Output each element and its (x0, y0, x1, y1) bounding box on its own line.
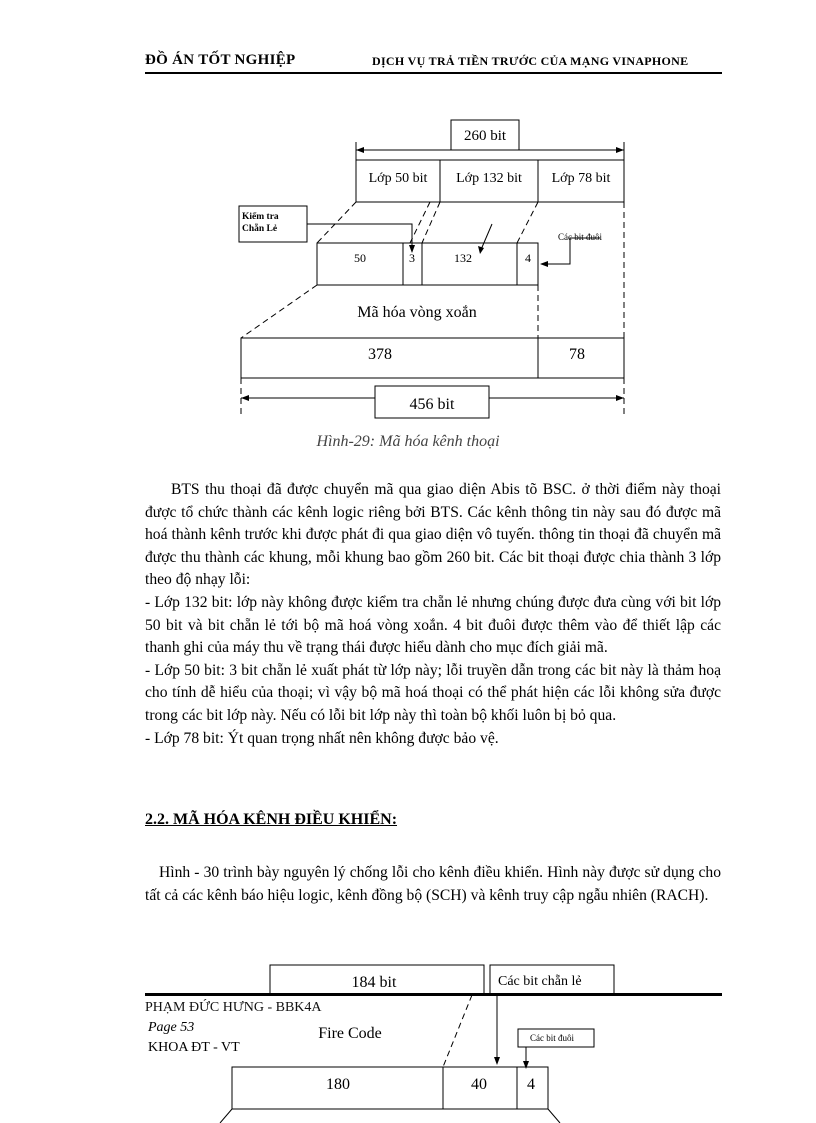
fig29-parity-label-2: Chẵn Lẻ (242, 224, 278, 234)
fig29-class3-text: Lớp 78 bit (551, 171, 611, 186)
fig30-tail-label: Các bit đuôi (530, 1033, 574, 1043)
section-heading: 2.2. MÃ HÓA KÊNH ĐIỀU KHIỂN: (145, 811, 398, 828)
fig29-parity-label-1: Kiểm tra (242, 212, 279, 222)
fig29-cell-78: 78 (569, 346, 585, 363)
header-left-title: ĐỒ ÁN TỐT NGHIỆP (145, 52, 296, 68)
fig29-middle-row (317, 243, 538, 285)
section-body (145, 862, 721, 907)
fig29-cell-50: 50 (354, 251, 366, 265)
paragraph-class-78: - Lớp 78 bit: Ýt quan trọng nhất nên không được bảo vệ. (145, 729, 499, 747)
fig30-cell-40: 40 (471, 1076, 487, 1093)
fig30-cell-180: 180 (326, 1076, 350, 1093)
fig30-fire-code-text: Fire Code (318, 1025, 382, 1042)
footer-department: KHOA ĐT - VT (148, 1040, 240, 1055)
fig30-parity-label: Các bit chẵn lẻ (498, 974, 582, 989)
body-text (145, 479, 721, 750)
fig30-top-bits-text: 184 bit (351, 974, 397, 991)
fig29-cell-132: 132 (454, 251, 472, 265)
section-paragraph: Hình - 30 trình bày nguyên lý chống lỗi cho kênh điều khiển. Hình này được sử dụng cho tất cả các kênh báo hiệu logic, kênh đồng bộ (SCH) và kênh truy cập ngẫu nhiên (RACH). (145, 864, 721, 904)
fig29-class1-text: Lớp 50 bit (368, 171, 428, 186)
fig29-output-bits-text: 456 bit (409, 396, 455, 413)
fig29-cell-3: 3 (409, 251, 415, 265)
paragraph-class-50: - Lớp 50 bit: 3 bit chẵn lẻ xuất phát từ lớp này; lỗi truyền dẫn trong các bit này là thảm hoạ cho tính dễ hiểu của thoại; vì vậy bộ mã hoá thoại có thể phát hiện các lỗi không sửa được trong các bit lớp này. Nếu có lỗi bit lớp này thì toàn bộ khối luôn bị bỏ qua. (145, 661, 721, 724)
footer-author: PHẠM ĐỨC HƯNG - BBK4A (145, 1000, 322, 1015)
fig30-output-row (232, 1067, 548, 1109)
figure-29-caption: Hình-29: Mã hóa kênh thoại (316, 433, 500, 450)
paragraph-intro: BTS thu thoại đã được chuyển mã qua giao diện Abis tõ BSC. ở thời điểm này thoại được tổ chức thành các kênh logic riêng bởi BTS. Các kênh thông tin này sau đó được mã hoá thành kênh trước khi được phát đi qua giao diện vô tuyến. thông tin thoại đã chuyển mã được thu thành các khung, mỗi khung bao gồm 260 bit. Các bit thoại được chia thành 3 lớp theo độ nhạy lỗi: (145, 481, 721, 589)
fig29-tail-label: Các bit đuôi (558, 232, 602, 242)
paragraph-class-132: - Lớp 132 bit: lớp này không được kiểm tra chẵn lẻ nhưng chúng được đưa cùng với bit lớp 50 bit và bit chẵn lẻ tới bộ mã hoá vòng xoắn. 4 bit đuôi được thêm vào để thiết lập các thanh ghi của máy thu về trạng thái được hiểu dành cho mục đích giải mã. (145, 593, 721, 657)
fig29-output-row (241, 338, 624, 378)
fig29-coder-text: Mã hóa vòng xoắn (357, 304, 477, 321)
fig29-cell-4: 4 (525, 251, 531, 265)
fig29-cell-378: 378 (368, 346, 392, 363)
figure-30-control-channel-coding (0, 955, 816, 1123)
footer-page-number: Page 53 (148, 1020, 195, 1035)
figure-29-voice-channel-coding (0, 0, 816, 440)
header-right-title: DỊCH VỤ TRẢ TIỀN TRƯỚC CỦA MẠNG VINAPHONE (372, 54, 689, 68)
fig29-class2-text: Lớp 132 bit (456, 171, 522, 186)
fig29-total-bits-text: 260 bit (463, 128, 507, 144)
fig30-cell-4: 4 (527, 1076, 535, 1093)
footer-rule (145, 993, 722, 996)
